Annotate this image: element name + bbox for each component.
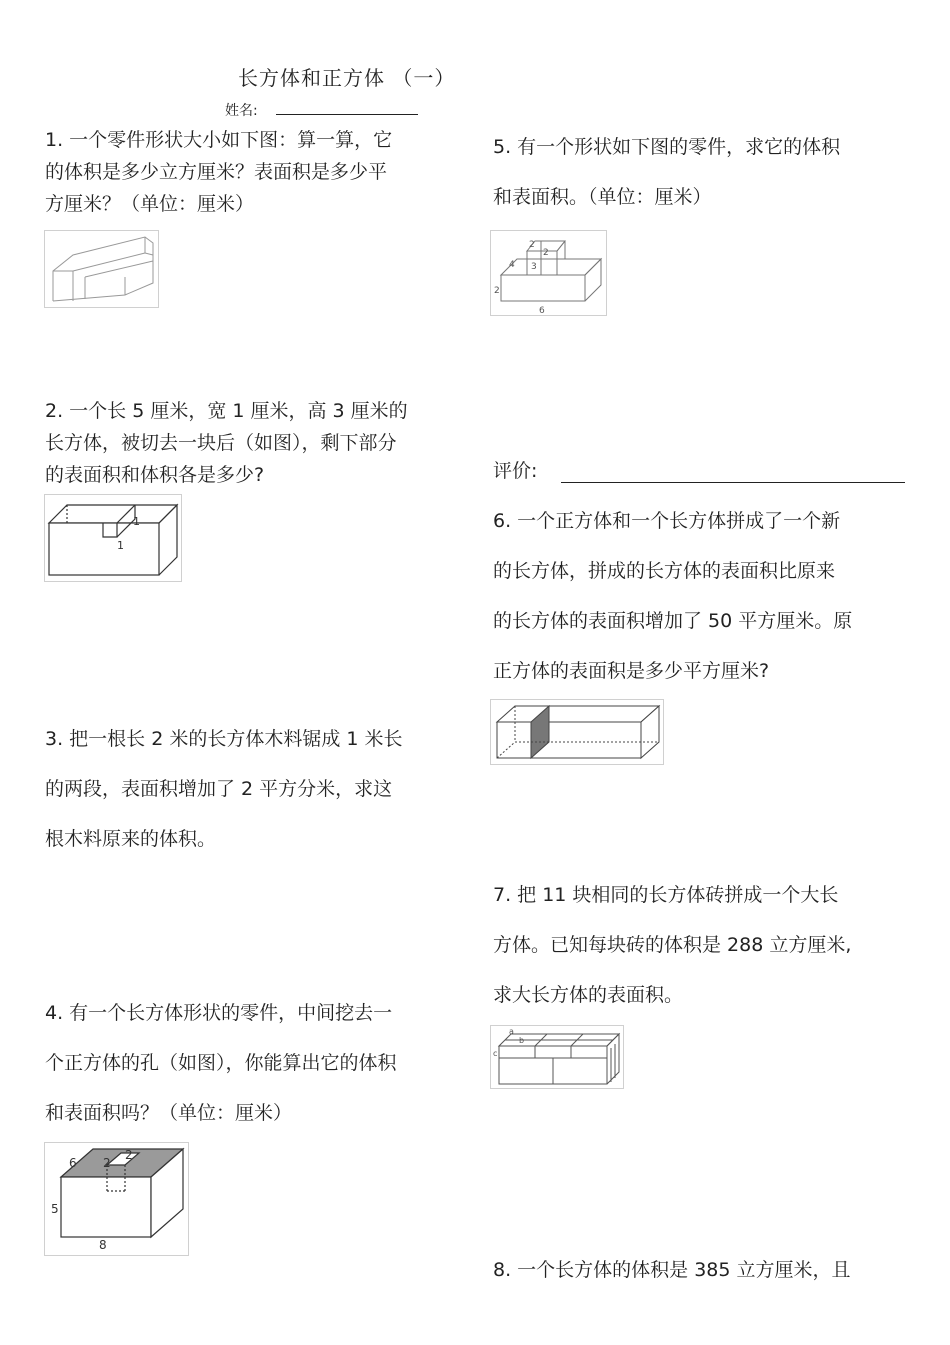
figure-1	[44, 230, 159, 308]
figure-5-label: 2	[543, 248, 549, 258]
problem-6	[493, 496, 852, 696]
figure-7-label: c	[493, 1049, 498, 1058]
problem-3-line: 3. 把一根长 2 米的长方体木料锯成 1 米长	[45, 728, 403, 750]
name-blank[interactable]	[276, 100, 418, 115]
problem-3-line: 根木料原来的体积。	[45, 828, 217, 850]
problem-1-line: 1. 一个零件形状大小如下图：算一算，它	[45, 129, 393, 151]
figure-5-label: 4	[509, 260, 515, 270]
problem-6-line: 的长方体的表面积增加了 50 平方厘米。原	[493, 610, 853, 632]
figure-4-label: 6	[69, 1156, 77, 1170]
figure-2-label: 1	[133, 515, 140, 528]
figure-5-label: 6	[539, 306, 545, 315]
figure-4-label: 2	[103, 1156, 111, 1170]
problem-1-line: 方厘米？（单位：厘米）	[45, 193, 255, 215]
problem-4-line: 个正方体的孔（如图），你能算出它的体积	[45, 1052, 397, 1074]
problem-2	[45, 395, 408, 491]
figure-7	[490, 1025, 624, 1089]
problem-3-line: 的两段，表面积增加了 2 平方分米，求这	[45, 778, 393, 800]
figure-2-label: 1	[117, 539, 124, 552]
figure-6-drawing	[491, 700, 663, 764]
problem-2-line: 的表面积和体积各是多少?	[45, 464, 265, 486]
problem-6-line: 6. 一个正方体和一个长方体拼成了一个新	[493, 510, 841, 532]
problem-5-line: 和表面积。（单位：厘米）	[493, 186, 712, 208]
figure-4-drawing	[45, 1143, 188, 1255]
figure-7-label: a	[509, 1027, 514, 1036]
evaluation-label: 评价:	[493, 460, 538, 482]
problem-4	[45, 988, 397, 1138]
problem-8	[493, 1245, 851, 1295]
problem-7-line: 求大长方体的表面积。	[493, 984, 684, 1006]
problem-5-line: 5. 有一个形状如下图的零件，求它的体积	[493, 136, 841, 158]
figure-5-label: 2	[529, 240, 535, 250]
name-label: 姓名:	[225, 103, 258, 119]
figure-1-drawing	[45, 231, 158, 307]
evaluation-row	[493, 455, 537, 487]
problem-6-line: 正方体的表面积是多少平方厘米?	[493, 660, 770, 682]
figure-5	[490, 230, 607, 316]
problem-5	[493, 122, 840, 222]
problem-1-line: 的体积是多少立方厘米？表面积是多少平	[45, 161, 388, 183]
figure-2-drawing	[45, 495, 181, 581]
figure-7-drawing	[491, 1026, 623, 1088]
figure-5-label: 2	[494, 286, 500, 296]
page-title: 长方体和正方体 （一）	[238, 66, 456, 90]
problem-8-line: 8. 一个长方体的体积是 385 立方厘米，且	[493, 1259, 851, 1281]
evaluation-blank[interactable]	[561, 482, 905, 483]
name-field-row	[225, 100, 418, 120]
figure-6	[490, 699, 664, 765]
figure-7-label: b	[519, 1036, 525, 1045]
problem-1	[45, 124, 392, 220]
problem-7	[493, 870, 851, 1020]
figure-4-label: 5	[51, 1202, 59, 1216]
problem-7-line: 7. 把 11 块相同的长方体砖拼成一个大长	[493, 884, 839, 906]
problem-6-line: 的长方体，拼成的长方体的表面积比原来	[493, 560, 836, 582]
figure-4-label: 2	[125, 1148, 133, 1162]
problem-2-line: 长方体，被切去一块后（如图），剩下部分	[45, 432, 397, 454]
figure-5-label: 3	[531, 262, 537, 272]
problem-4-line: 和表面积吗？（单位：厘米）	[45, 1102, 293, 1124]
problem-4-line: 4. 有一个长方体形状的零件，中间挖去一	[45, 1002, 393, 1024]
figure-5-drawing	[491, 231, 606, 315]
figure-4-label: 8	[99, 1238, 107, 1252]
figure-4	[44, 1142, 189, 1256]
problem-2-line: 2. 一个长 5 厘米，宽 1 厘米，高 3 厘米的	[45, 400, 408, 422]
figure-2	[44, 494, 182, 582]
problem-7-line: 方体。已知每块砖的体积是 288 立方厘米,	[493, 934, 852, 956]
problem-3	[45, 714, 403, 864]
